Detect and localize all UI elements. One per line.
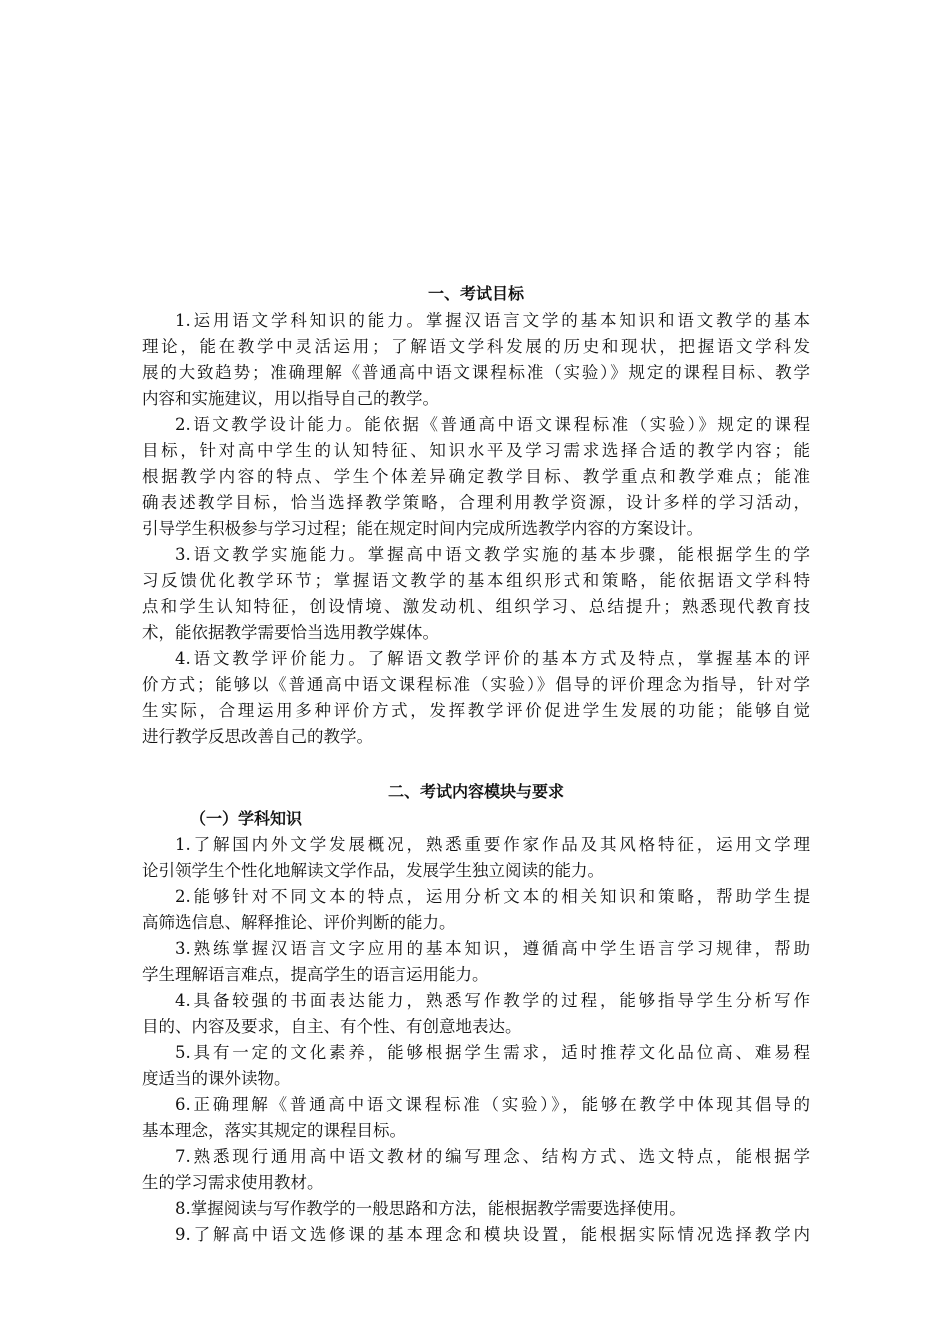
paragraph-line: 8.掌握阅读与写作教学的一般思路和方法，能根据教学需要选择使用。: [175, 1199, 686, 1218]
paragraph-line: 习反馈优化教学环节；掌握语文教学的基本组织形式和策略，能依据语文学科特: [142, 571, 810, 590]
paragraph-line: 1.了解国内外文学发展概况，熟悉重要作家作品及其风格特征，运用文学理: [175, 835, 810, 854]
paragraph-line: 4.语文教学评价能力。了解语文教学评价的基本方式及特点，掌握基本的评: [175, 649, 810, 668]
paragraph-line: 2.语文教学设计能力。能依据《普通高中语文课程标准（实验）》规定的课程: [175, 415, 810, 434]
paragraph-line: 5.具有一定的文化素养，能够根据学生需求，适时推荐文化品位高、难易程: [175, 1043, 810, 1062]
paragraph-line: 内容和实施建议，用以指导自己的教学。: [142, 389, 439, 408]
paragraph-line: 目标，针对高中学生的认知特征、知识水平及学习需求选择合适的教学内容；能: [142, 441, 810, 460]
knowledge-item-1: [142, 832, 810, 884]
paragraph-line: 价方式；能够以《普通高中语文课程标准（实验）》倡导的评价理念为指导，针对学: [142, 675, 810, 694]
subsection-title-subject-knowledge: （一）学科知识: [190, 809, 303, 828]
knowledge-item-6: [142, 1092, 810, 1144]
paragraph-line: 进行教学反思改善自己的教学。: [142, 727, 373, 746]
paragraph-line: 6.正确理解《普通高中语文课程标准（实验）》，能够在教学中体现其倡导的: [175, 1095, 810, 1114]
knowledge-item-9: [142, 1222, 810, 1248]
paragraph-line: 2.能够针对不同文本的特点，运用分析文本的相关知识和策略，帮助学生提: [175, 887, 810, 906]
paragraph-line: 3.熟练掌握汉语言文字应用的基本知识，遵循高中学生语言学习规律，帮助: [175, 939, 810, 958]
paragraph-line: 术，能依据教学需要恰当选用教学媒体。: [142, 623, 439, 642]
section-spacer: [142, 750, 810, 778]
paragraph-line: 论引领学生个性化地解读文学作品，发展学生独立阅读的能力。: [142, 861, 604, 880]
paragraph-line: 学生理解语言难点，提高学生的语言运用能力。: [142, 965, 489, 984]
paragraph-line: 生的学习需求使用教材。: [142, 1173, 324, 1192]
paragraph-line: 高筛选信息、解释推论、评价判断的能力。: [142, 913, 456, 932]
paragraph-line: 3.语文教学实施能力。掌握高中语文教学实施的基本步骤，能根据学生的学: [175, 545, 810, 564]
paragraph-line: 1.运用语文学科知识的能力。掌握汉语言文学的基本知识和语文教学的基本: [175, 311, 810, 330]
paragraph-line: 确表述教学目标，恰当选择教学策略，合理利用教学资源，设计多样的学习活动，: [142, 493, 810, 512]
objective-paragraph-4: [142, 646, 810, 750]
paragraph-line: 9.了解高中语文选修课的基本理念和模块设置，能根据实际情况选择教学内: [175, 1225, 810, 1244]
objective-paragraph-3: [142, 542, 810, 646]
paragraph-line: 目的、内容及要求，自主、有个性、有创意地表达。: [142, 1017, 522, 1036]
section-title-exam-objectives: 一、考试目标: [427, 284, 524, 303]
knowledge-item-3: [142, 936, 810, 988]
section-title-exam-content: 二、考试内容模块与要求: [387, 782, 564, 801]
paragraph-line: 引导学生积极参与学习过程；能在规定时间内完成所选教学内容的方案设计。: [142, 519, 703, 538]
document-page: [142, 280, 810, 1248]
paragraph-line: 理论，能在教学中灵活运用；了解语文学科发展的历史和现状，把握语文学科发: [142, 337, 810, 356]
paragraph-line: 7.熟悉现行通用高中语文教材的编写理念、结构方式、选文特点，能根据学: [175, 1147, 810, 1166]
paragraph-line: 点和学生认知特征，创设情境、激发动机、组织学习、总结提升；熟悉现代教育技: [142, 597, 810, 616]
paragraph-line: 根据教学内容的特点、学生个体差异确定教学目标、教学重点和教学难点；能准: [142, 467, 810, 486]
objective-paragraph-2: [142, 412, 810, 542]
paragraph-line: 生实际，合理运用多种评价方式，发挥教学评价促进学生发展的功能；能够自觉: [142, 701, 810, 720]
paragraph-line: 度适当的课外读物。: [142, 1069, 291, 1088]
paragraph-line: 4.具备较强的书面表达能力，熟悉写作教学的过程，能够指导学生分析写作: [175, 991, 810, 1010]
paragraph-line: 基本理念，落实其规定的课程目标。: [142, 1121, 406, 1140]
objective-paragraph-1: [142, 308, 810, 412]
paragraph-line: 展的大致趋势；准确理解《普通高中语文课程标准（实验）》规定的课程目标、教学: [142, 363, 810, 382]
knowledge-item-7: [142, 1144, 810, 1196]
knowledge-item-4: [142, 988, 810, 1040]
knowledge-item-5: [142, 1040, 810, 1092]
knowledge-item-8: [142, 1196, 810, 1222]
knowledge-item-2: [142, 884, 810, 936]
